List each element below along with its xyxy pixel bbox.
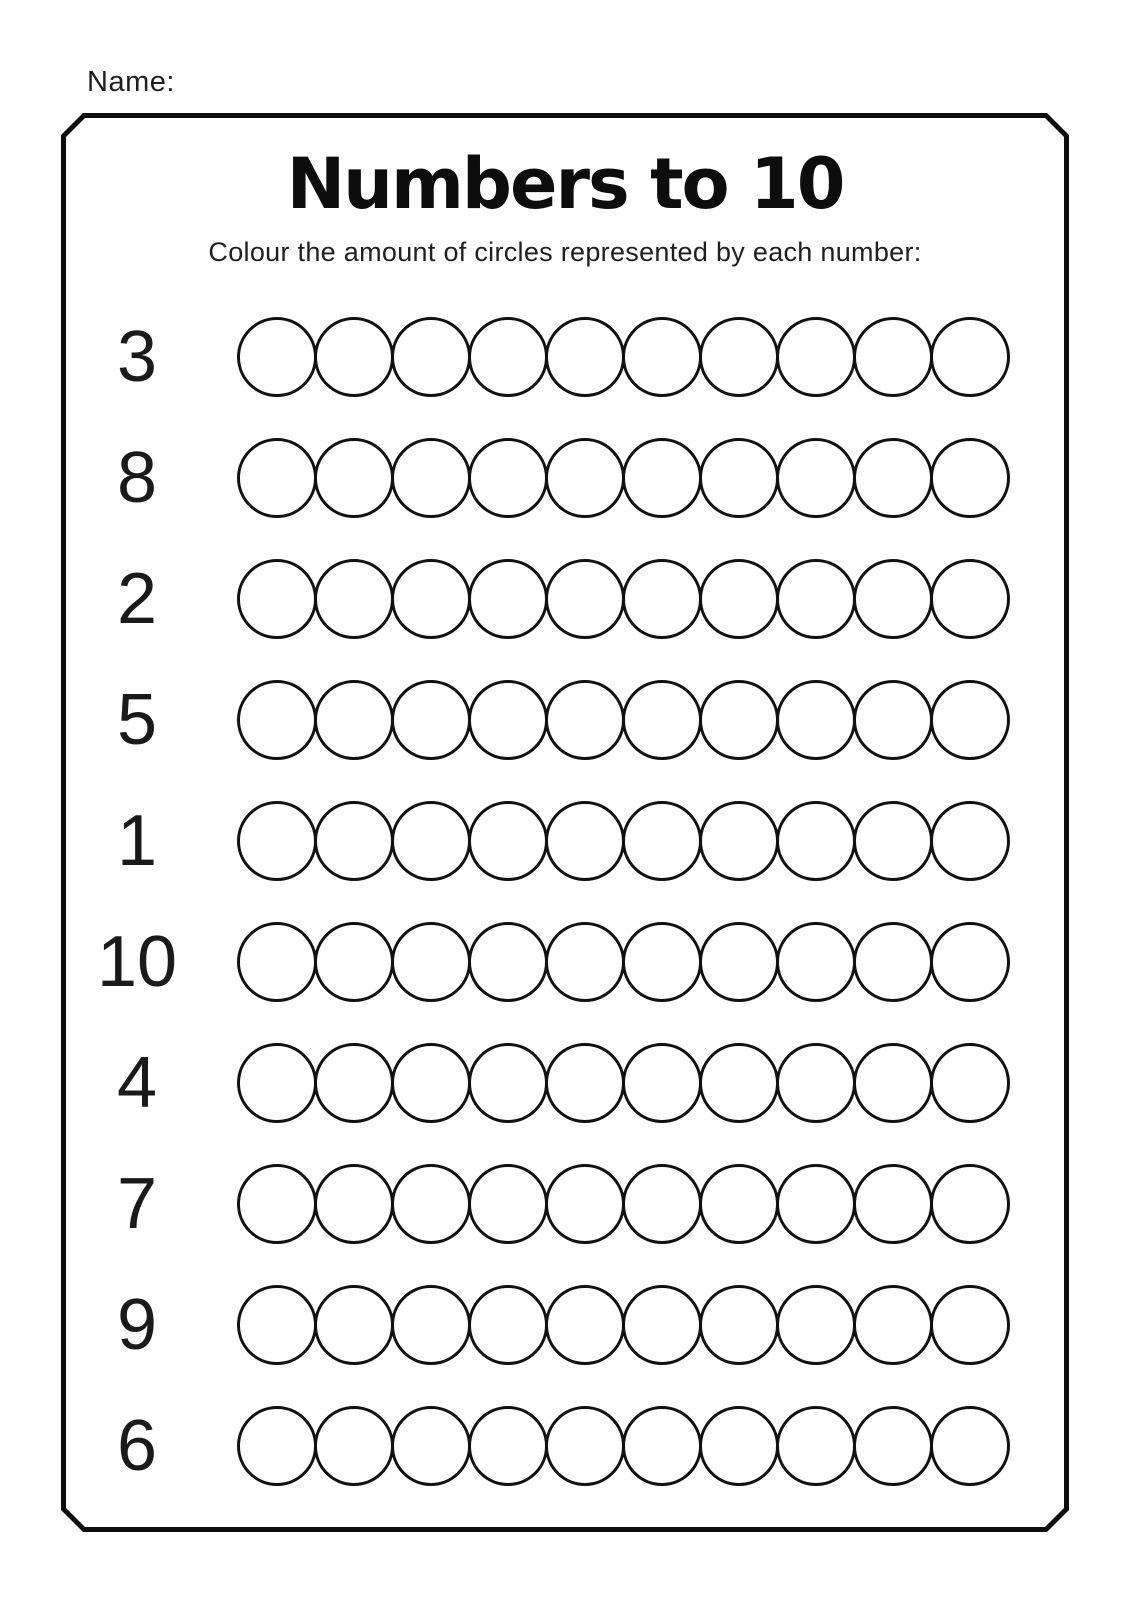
- colour-circle[interactable]: [391, 680, 471, 760]
- colour-circle[interactable]: [468, 559, 548, 639]
- colour-circle[interactable]: [776, 1285, 856, 1365]
- colour-circle[interactable]: [391, 801, 471, 881]
- number-row-1: [61, 801, 1069, 881]
- colour-circle[interactable]: [314, 680, 394, 760]
- colour-circle[interactable]: [853, 1406, 933, 1486]
- number-row-8: [61, 438, 1069, 518]
- colour-circle[interactable]: [314, 317, 394, 397]
- colour-circle[interactable]: [622, 1406, 702, 1486]
- colour-circle[interactable]: [314, 1285, 394, 1365]
- colour-circle[interactable]: [622, 801, 702, 881]
- sheet-content: [61, 113, 1069, 1532]
- colour-circle[interactable]: [776, 317, 856, 397]
- number-row-3: [61, 317, 1069, 397]
- number-row-5: [61, 680, 1069, 760]
- circle-strip: [237, 1043, 1010, 1123]
- circle-strip: [237, 1164, 1010, 1244]
- number-row-2: [61, 559, 1069, 639]
- colour-circle[interactable]: [622, 1164, 702, 1244]
- colour-circle[interactable]: [237, 801, 317, 881]
- colour-circle[interactable]: [699, 922, 779, 1002]
- colour-circle[interactable]: [699, 317, 779, 397]
- colour-circle[interactable]: [853, 1285, 933, 1365]
- colour-circle[interactable]: [468, 1406, 548, 1486]
- colour-circle[interactable]: [314, 559, 394, 639]
- worksheet-instruction: Colour the amount of circles represented by each number:: [208, 236, 922, 267]
- colour-circle[interactable]: [622, 438, 702, 518]
- colour-circle[interactable]: [930, 801, 1010, 881]
- row-number-label: 9: [116, 1285, 158, 1365]
- colour-circle[interactable]: [468, 438, 548, 518]
- colour-circle[interactable]: [853, 680, 933, 760]
- colour-circle[interactable]: [237, 559, 317, 639]
- colour-circle[interactable]: [545, 1164, 625, 1244]
- colour-circle[interactable]: [545, 317, 625, 397]
- colour-circle[interactable]: [622, 1285, 702, 1365]
- colour-circle[interactable]: [391, 1285, 471, 1365]
- colour-circle[interactable]: [622, 317, 702, 397]
- colour-circle[interactable]: [545, 801, 625, 881]
- colour-circle[interactable]: [930, 438, 1010, 518]
- colour-circle[interactable]: [699, 680, 779, 760]
- colour-circle[interactable]: [699, 1285, 779, 1365]
- colour-circle[interactable]: [314, 1406, 394, 1486]
- colour-circle[interactable]: [391, 1164, 471, 1244]
- colour-circle[interactable]: [314, 1164, 394, 1244]
- colour-circle[interactable]: [545, 680, 625, 760]
- row-number-label: 2: [116, 559, 158, 639]
- colour-circle[interactable]: [468, 317, 548, 397]
- colour-circle[interactable]: [545, 438, 625, 518]
- colour-circle[interactable]: [776, 559, 856, 639]
- colour-circle[interactable]: [468, 922, 548, 1002]
- colour-circle[interactable]: [468, 801, 548, 881]
- colour-circle[interactable]: [237, 438, 317, 518]
- colour-circle[interactable]: [699, 1406, 779, 1486]
- row-number-label: 7: [116, 1164, 158, 1244]
- number-row-7: [61, 1164, 1069, 1244]
- colour-circle[interactable]: [930, 1285, 1010, 1365]
- colour-circle[interactable]: [930, 559, 1010, 639]
- colour-circle[interactable]: [391, 1406, 471, 1486]
- row-number-label: 4: [116, 1043, 158, 1123]
- colour-circle[interactable]: [930, 680, 1010, 760]
- colour-circle[interactable]: [699, 1043, 779, 1123]
- colour-circle[interactable]: [391, 317, 471, 397]
- colour-circle[interactable]: [237, 680, 317, 760]
- row-number-label: 5: [116, 680, 158, 760]
- colour-circle[interactable]: [930, 1164, 1010, 1244]
- colour-circle[interactable]: [545, 1043, 625, 1123]
- colour-circle[interactable]: [930, 1043, 1010, 1123]
- colour-circle[interactable]: [237, 317, 317, 397]
- colour-circle[interactable]: [622, 680, 702, 760]
- circle-strip: [237, 438, 1010, 518]
- colour-circle[interactable]: [853, 801, 933, 881]
- colour-circle[interactable]: [776, 1164, 856, 1244]
- colour-circle[interactable]: [853, 1164, 933, 1244]
- colour-circle[interactable]: [468, 1164, 548, 1244]
- colour-circle[interactable]: [776, 801, 856, 881]
- colour-circle[interactable]: [776, 1406, 856, 1486]
- colour-circle[interactable]: [237, 1043, 317, 1123]
- colour-circle[interactable]: [314, 801, 394, 881]
- circle-strip: [237, 1285, 1010, 1365]
- circle-strip: [237, 317, 1010, 397]
- colour-circle[interactable]: [314, 1043, 394, 1123]
- colour-circle[interactable]: [314, 438, 394, 518]
- colour-circle[interactable]: [545, 1406, 625, 1486]
- colour-circle[interactable]: [853, 559, 933, 639]
- colour-circle[interactable]: [237, 1164, 317, 1244]
- colour-circle[interactable]: [930, 922, 1010, 1002]
- colour-circle[interactable]: [391, 438, 471, 518]
- colour-circle[interactable]: [468, 1043, 548, 1123]
- colour-circle[interactable]: [545, 559, 625, 639]
- colour-circle[interactable]: [237, 1285, 317, 1365]
- circle-strip: [237, 559, 1010, 639]
- colour-circle[interactable]: [776, 1043, 856, 1123]
- row-number-label: 6: [116, 1406, 158, 1486]
- colour-circle[interactable]: [468, 1285, 548, 1365]
- number-row-4: [61, 1043, 1069, 1123]
- colour-circle[interactable]: [237, 922, 317, 1002]
- colour-circle[interactable]: [853, 317, 933, 397]
- colour-circle[interactable]: [853, 438, 933, 518]
- colour-circle[interactable]: [853, 922, 933, 1002]
- colour-circle[interactable]: [391, 922, 471, 1002]
- colour-circle[interactable]: [391, 559, 471, 639]
- colour-circle[interactable]: [622, 559, 702, 639]
- colour-circle[interactable]: [314, 922, 394, 1002]
- colour-circle[interactable]: [699, 801, 779, 881]
- colour-circle[interactable]: [545, 1285, 625, 1365]
- row-number-label: 10: [96, 922, 178, 1002]
- colour-circle[interactable]: [545, 922, 625, 1002]
- circle-strip: [237, 680, 1010, 760]
- colour-circle[interactable]: [699, 559, 779, 639]
- colour-circle[interactable]: [853, 1043, 933, 1123]
- colour-circle[interactable]: [776, 922, 856, 1002]
- circle-strip: [237, 922, 1010, 1002]
- colour-circle[interactable]: [391, 1043, 471, 1123]
- number-row-6: [61, 1406, 1069, 1486]
- number-row-9: [61, 1285, 1069, 1365]
- colour-circle[interactable]: [622, 922, 702, 1002]
- circle-strip: [237, 801, 1010, 881]
- colour-circle[interactable]: [699, 1164, 779, 1244]
- circle-strip: [237, 1406, 1010, 1486]
- number-rows: [61, 317, 1069, 1486]
- colour-circle[interactable]: [930, 1406, 1010, 1486]
- name-label: Name:: [87, 66, 175, 98]
- row-number-label: 8: [116, 438, 158, 518]
- worksheet-sheet: [61, 113, 1069, 1532]
- colour-circle[interactable]: [237, 1406, 317, 1486]
- colour-circle[interactable]: [776, 438, 856, 518]
- colour-circle[interactable]: [776, 680, 856, 760]
- colour-circle[interactable]: [930, 317, 1010, 397]
- row-number-label: 1: [116, 801, 158, 881]
- colour-circle[interactable]: [468, 680, 548, 760]
- colour-circle[interactable]: [699, 438, 779, 518]
- row-number-label: 3: [116, 317, 158, 397]
- colour-circle[interactable]: [622, 1043, 702, 1123]
- number-row-10: [61, 922, 1069, 1002]
- worksheet-title: Numbers to 10: [286, 143, 844, 225]
